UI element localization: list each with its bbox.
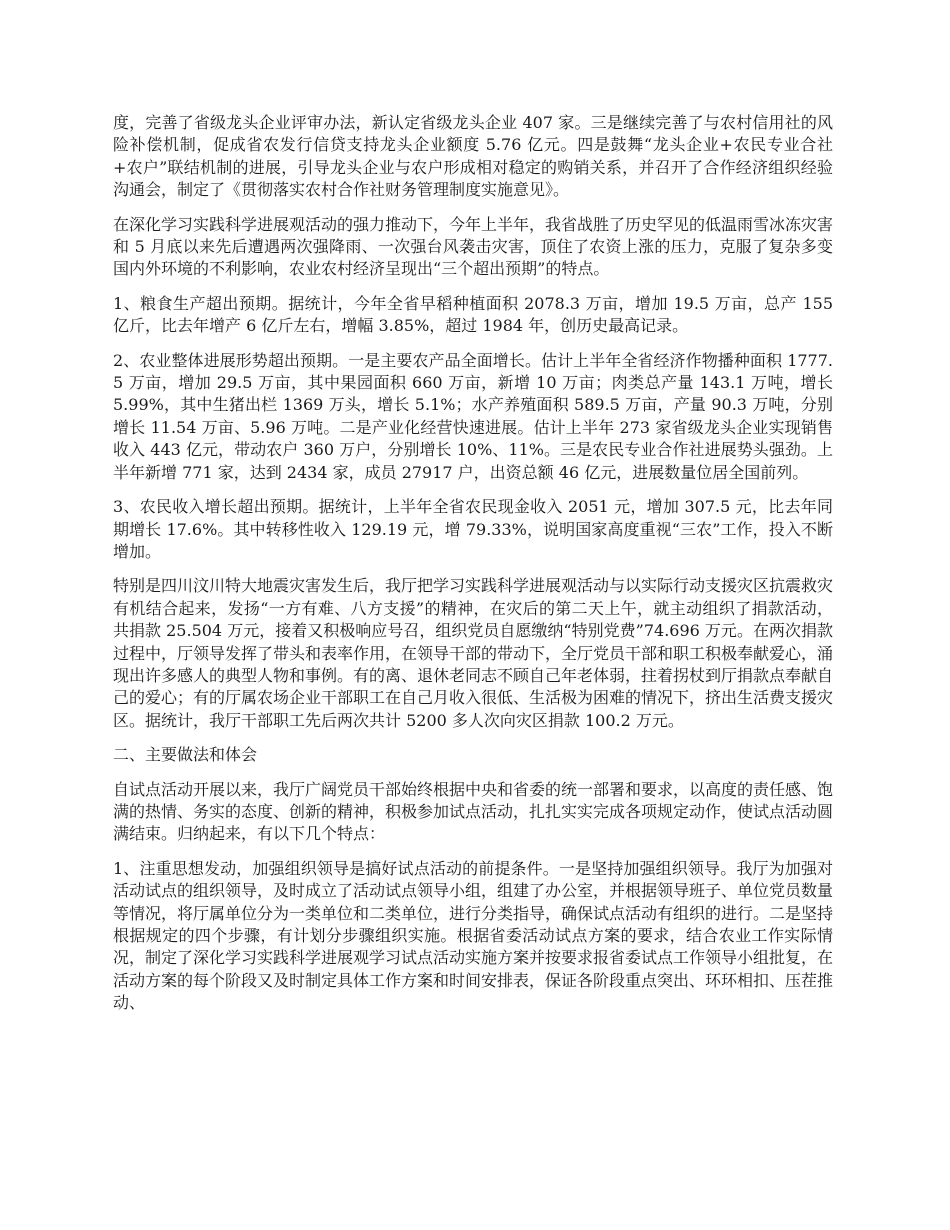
paragraph-agriculture-development: 2、农业整体进展形势超出预期。一是主要农产品全面增长。估计上半年全省经济作物播种面积 1777.5 万亩，增加 29.5 万亩，其中果园面积 660 万亩，新增 10 万亩；肉类总产量 143.1 万吨，增长 5.99%，其中生猪出栏 1369 万头，增长 5.1%；水产养殖面积 589.5 万亩，产量 90.3 万吨，分别增长 11.54 万亩、5.96 万吨。二是产业化经营快速进展。估计上半年 273 家省级龙头企业实现销售收入 443 亿元，带动农户 360 万户，分别增长 10%、11%。三是农民专业合作社进展势头强劲。上半年新增 771 家，达到 2434 家，成员 27917 户，出资总额 46 亿元，进展数量位居全国前列。 <box>113 350 833 482</box>
paragraph-farmer-income: 3、农民收入增长超出预期。据统计，上半年全省农民现金收入 2051 元，增加 307.5 元，比去年同期增长 17.6%。其中转移性收入 129.19 元，增 79.33%，说明国家高度重视“三农”工作，投入不断增加。 <box>113 497 833 561</box>
document-page <box>113 112 833 1027</box>
paragraph-pilot-activity: 自试点活动开展以来，我厅广阔党员干部始终根据中央和省委的统一部署和要求，以高度的责任感、饱满的热情、务实的态度、创新的精神，积极参加试点活动，扎扎实实完成各项规定动作，使试点活动圆满结束。归纳起来，有以下几个特点： <box>113 779 834 844</box>
paragraph-grain-production: 1、粮食生产超出预期。据统计，今年全省早稻种植面积 2078.3 万亩，增加 19.5 万亩，总产 155 亿斤，比去年增产 6 亿斤左右，增幅 3.85%，超过 1984 年，创历史最高记录。 <box>113 293 833 336</box>
paragraph-organization-leadership: 1、注重思想发动，加强组织领导是搞好试点活动的前提条件。一是坚持加强组织领导。我厅为加强对活动试点的组织领导，及时成立了活动试点领导小组，组建了办公室，并根据领导班子、单位党员数量等情况，将厅属单位分为一类单位和二类单位，进行分类指导，确保试点活动有组织的进行。二是坚持根据规定的四个步骤，有计划分步骤组织实施。根据省委活动试点方案的要求，结合农业工作实际情况，制定了深化学习实践科学进展观学习试点活动实施方案并按要求报省委试点工作领导小组批复，在活动方案的每个阶段又及时制定具体工作方案和时间安排表，保证各阶段重点突出、环环相扣、压茬推动、 <box>113 858 834 1013</box>
paragraph-overview: 在深化学习实践科学进展观活动的强力推动下，今年上半年，我省战胜了历史罕见的低温雨雪冰冻灾害和 5 月底以来先后遭遇两次强降雨、一次强台风袭击灾害，顶住了农资上涨的压力，克服了复杂多变国内外环境的不利影响，农业农村经济呈现出“三个超出预期”的特点。 <box>113 214 834 279</box>
section-heading: 二、主要做法和体会 <box>113 745 258 765</box>
paragraph-earthquake-relief: 特别是四川汶川特大地震灾害发生后，我厅把学习实践科学进展观活动与以实际行动支援灾区抗震救灾有机结合起来，发扬“一方有难、八方支援”的精神，在灾后的第二天上午，就主动组织了捐款活动，共捐款 25.504 万元，接着又积极响应号召，组织党员自愿缴纳“特别党费”74.696 万元。在两次捐款过程中，厅领导发挥了带头和表率作用，在领导干部的带动下，全厅党员干部和职工积极奉献爱心，涌现出许多感人的典型人物和事例。有的离、退休老同志不顾自己年老体弱，拄着拐杖到厅捐款点奉献自己的爱心；有的厅属农场企业干部职工在自己月收入很低、生活极为困难的情况下，挤出生活费支援灾区。据统计，我厅干部职工先后两次共计 5200 多人次向灾区捐款 100.2 万元。 <box>113 576 834 730</box>
paragraph-dragon-head-enterprises: 度，完善了省级龙头企业评审办法，新认定省级龙头企业 407 家。三是继续完善了与农村信用社的风险补偿机制，促成省农发行信贷支持龙头企业额度 5.76 亿元。四是鼓舞“龙头企业+农民专业合社+农户”联结机制的进展，引导龙头企业与农户形成相对稳定的购销关系，并召开了合作经济组织经验沟通会，制定了《贯彻落实农村合作社财务管理制度实施意见》。 <box>113 113 833 200</box>
